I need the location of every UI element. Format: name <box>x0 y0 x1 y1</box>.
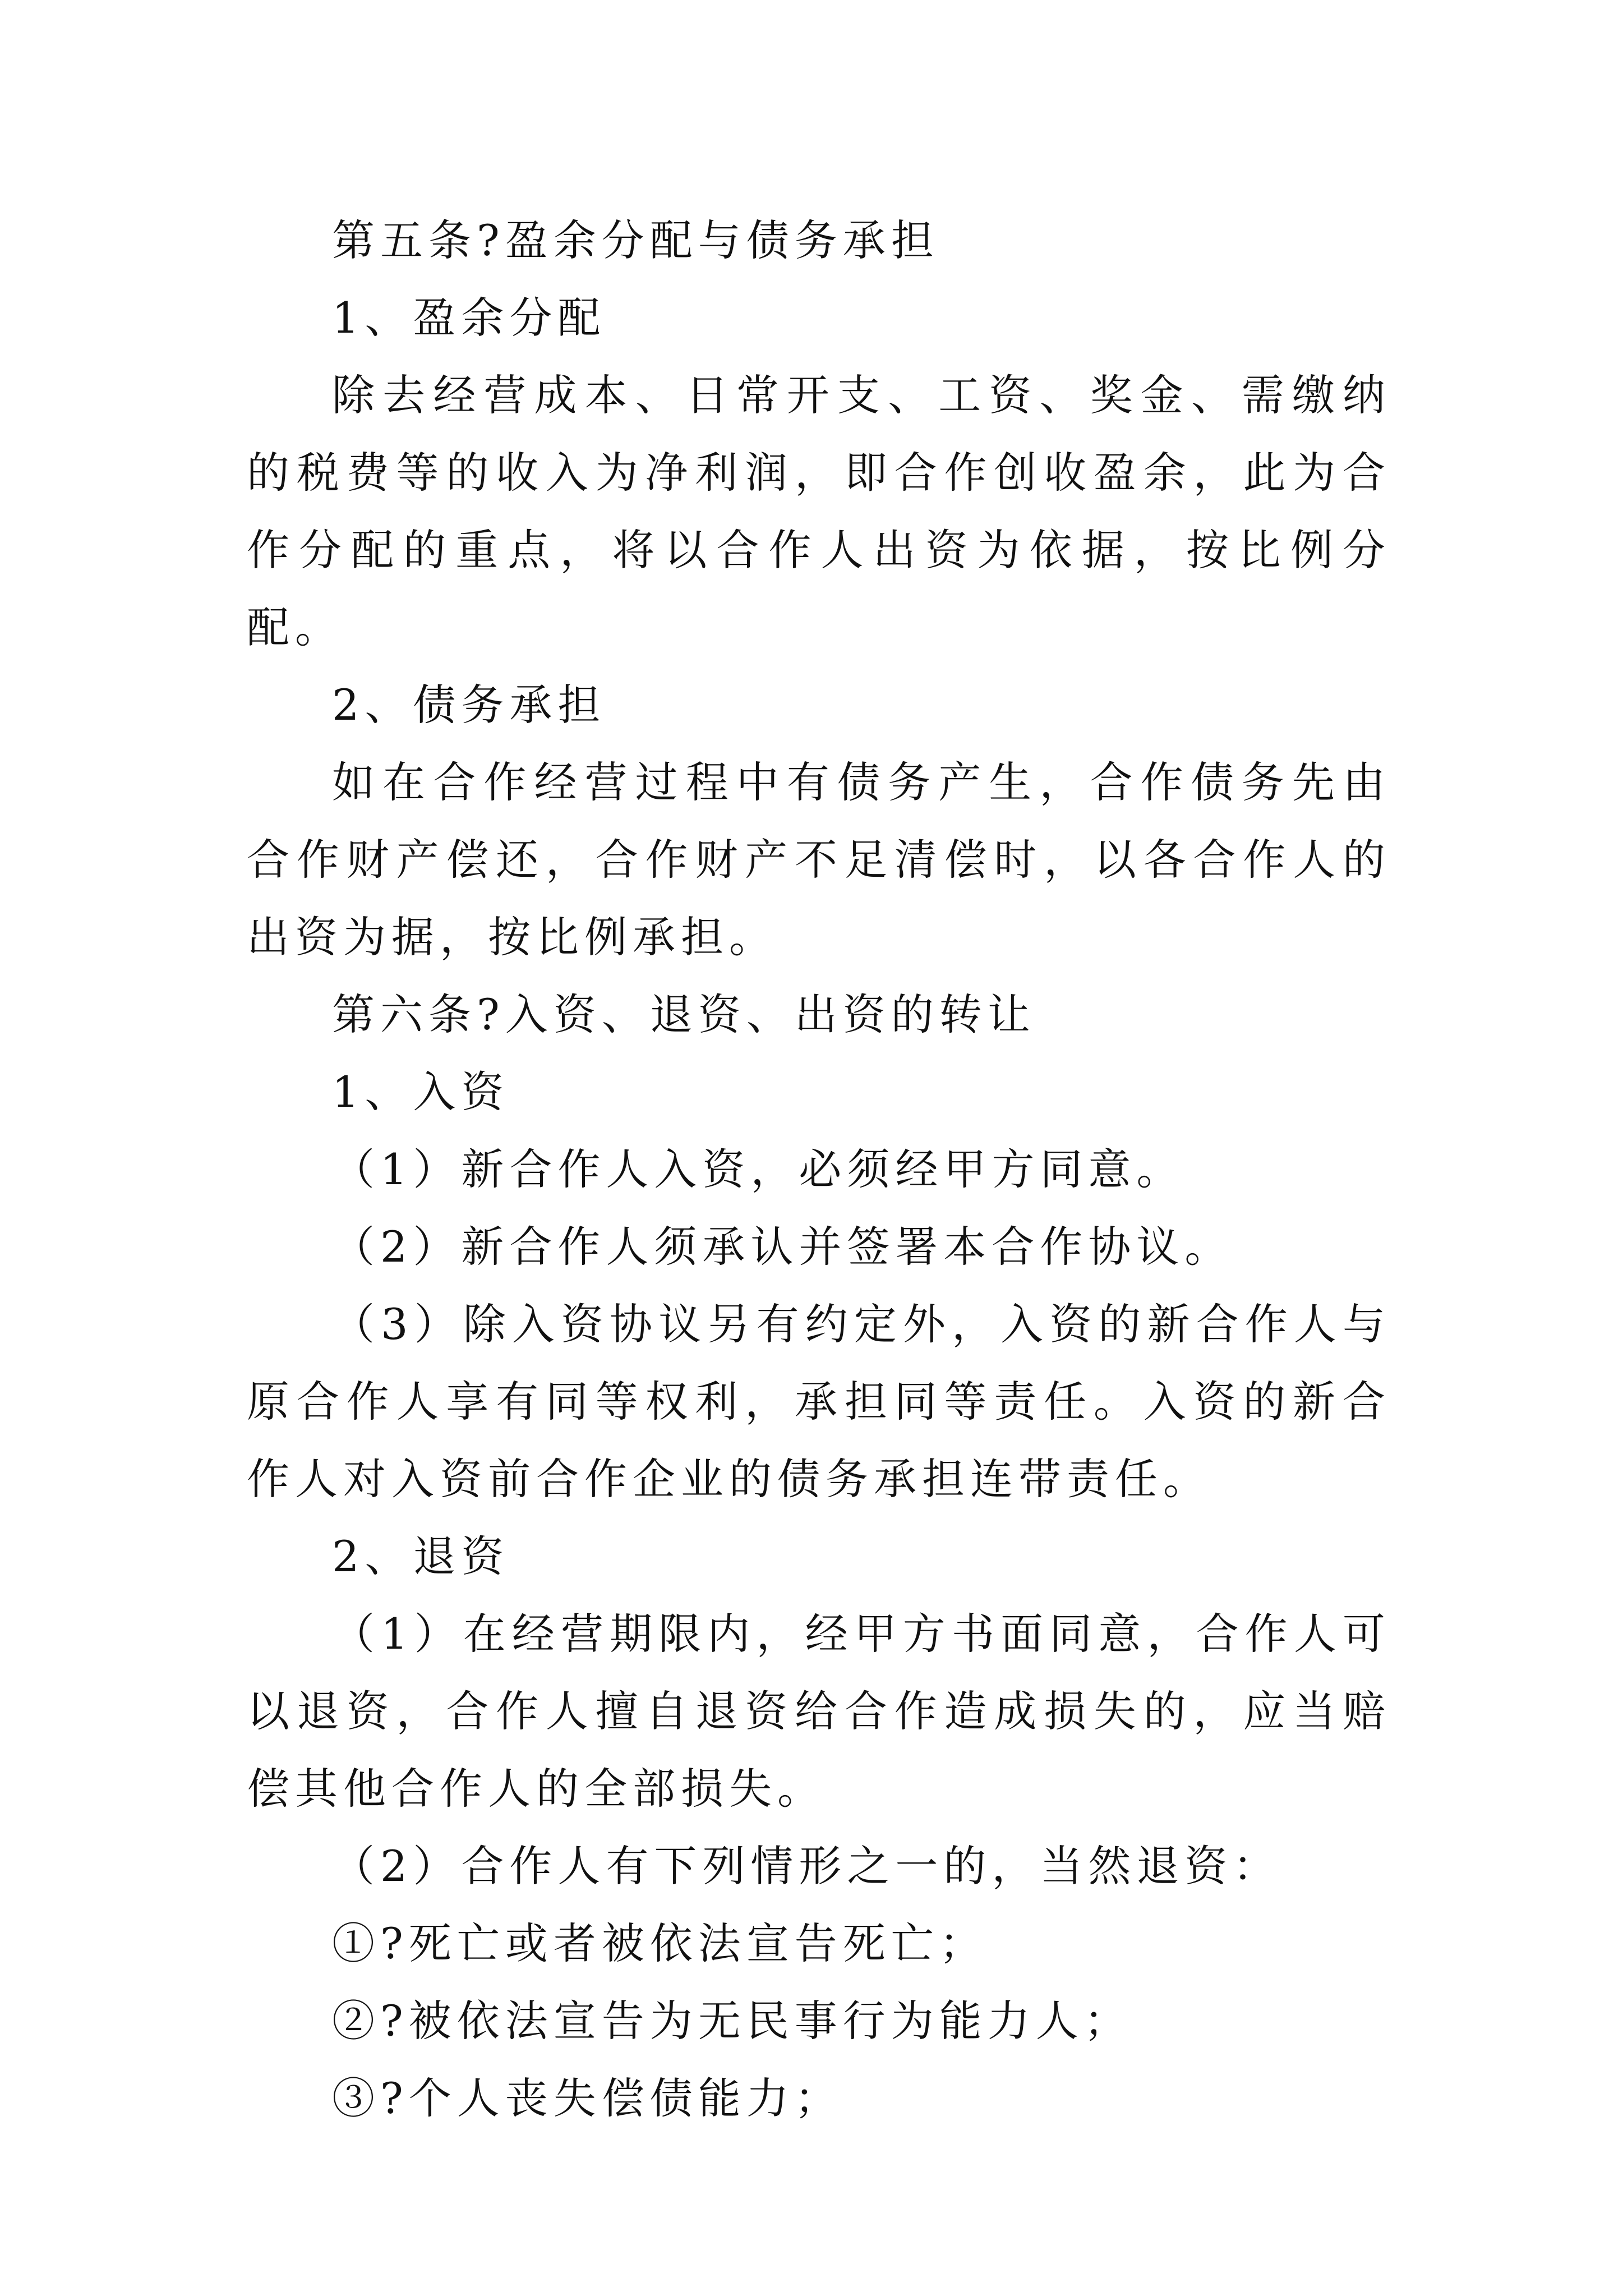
document-body <box>247 202 1391 2137</box>
entry-item-1: （1）新合作人入资，必须经甲方同意。 <box>332 1144 1185 1194</box>
withdrawal-item-1: （1）在经营期限内，经甲方书面同意，合作人可以退资，合作人擅自退资给合作造成损失的，应当赔偿其他合作人的全部损失。 <box>247 1609 1391 1814</box>
section-profit-distribution-heading: 1、盈余分配 <box>332 293 606 343</box>
article-6-heading: 第六条?入资、退资、出资的转让 <box>332 990 1036 1039</box>
debt-paragraph: 如在合作经营过程中有债务产生，合作债务先由合作财产偿还，合作财产不足清偿时，以各合作人的出资为据，按比例承担。 <box>247 757 1391 962</box>
article-5-heading: 第五条?盈余分配与债务承担 <box>332 215 939 265</box>
entry-item-3: （3）除入资协议另有约定外，入资的新合作人与原合作人享有同等权利，承担同等责任。入资的新合作人对入资前合作企业的债务承担连带责任。 <box>247 1299 1391 1504</box>
profit-distribution-paragraph: 除去经营成本、日常开支、工资、奖金、需缴纳的税费等的收入为净利润，即合作创收盈余，此为合作分配的重点，将以合作人出资为依据，按比例分配。 <box>247 370 1391 652</box>
section-withdrawal-heading: 2、退资 <box>332 1531 510 1581</box>
entry-item-2: （2）新合作人须承认并签署本合作协议。 <box>332 1222 1233 1272</box>
section-debt-heading: 2、债务承担 <box>332 680 606 730</box>
withdrawal-item-2: （2）合作人有下列情形之一的，当然退资： <box>332 1841 1281 1891</box>
withdrawal-case-3: ③?个人丧失偿债能力； <box>332 2073 843 2123</box>
withdrawal-case-2: ②?被依法宣告为无民事行为能力人； <box>332 1996 1132 2046</box>
section-capital-entry-heading: 1、入资 <box>332 1067 510 1117</box>
withdrawal-case-1: ①?死亡或者被依法宣告死亡； <box>332 1918 988 1968</box>
